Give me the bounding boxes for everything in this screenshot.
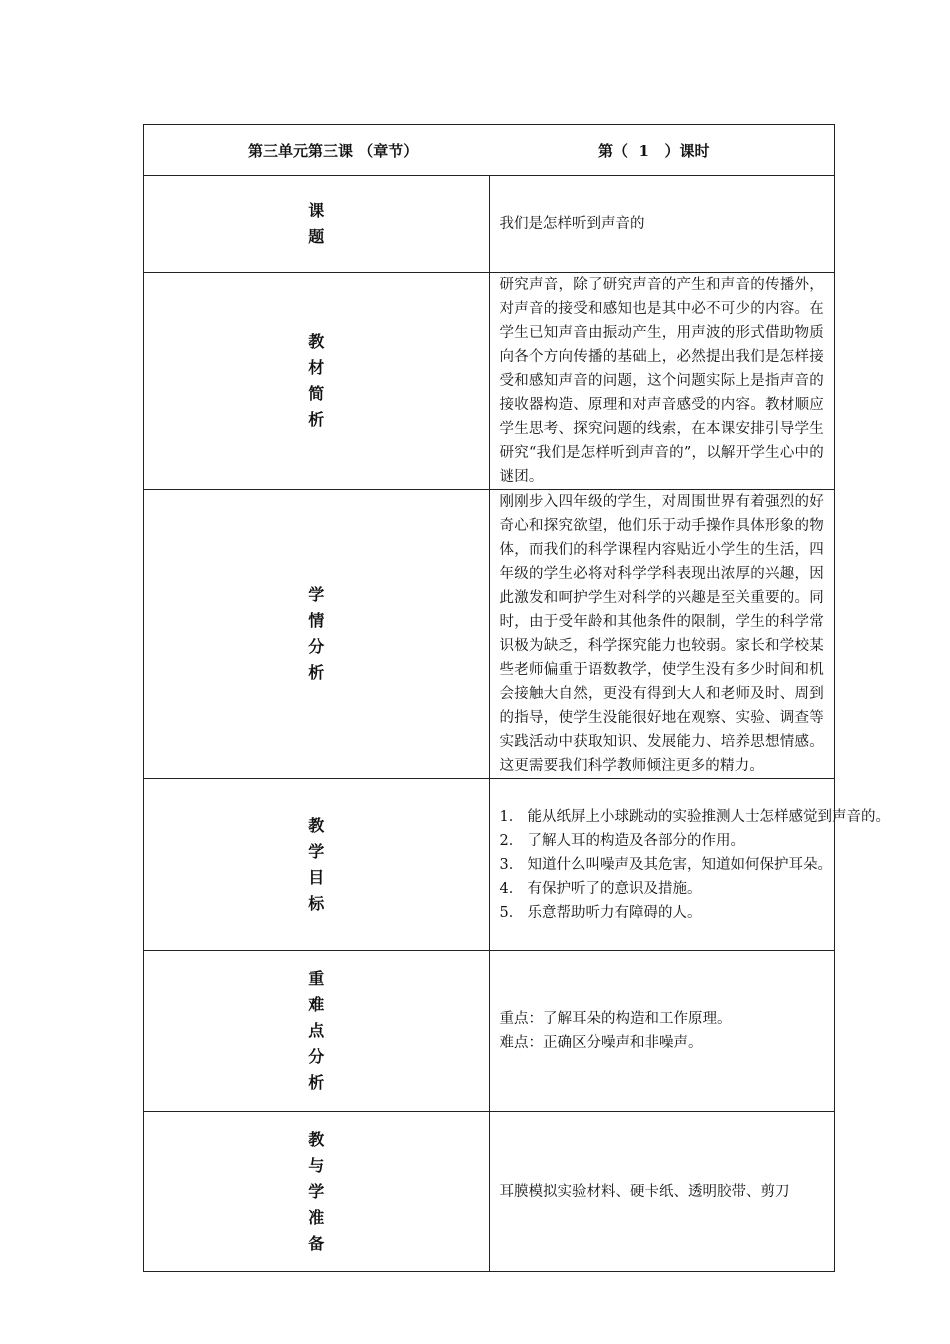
material-text: 研究声音，除了研究声音的产生和声音的传播外，对声音的接受和感知也是其中必不可少的内容。在学生已知声音由振动产生，用声波的形式借助物质向各个方向传播的基础上，必然提出我们是怎样接受和感知声音的问题，这个问题实际上是指声音的接收器构造、原理和对声音感受的内容。教材顺应学生思考、探究问题的线索，在本课安排引导学生研究“我们是怎样听到声音的”，以解开学生心中的谜团。 <box>499 277 824 485</box>
material-label: 教材简析 <box>308 332 325 429</box>
topic-label: 课题 <box>308 201 325 246</box>
prep-label: 教与学准备 <box>308 1129 325 1253</box>
goals-content-cell <box>489 779 890 951</box>
material-row <box>144 273 835 490</box>
keypoints-row <box>144 951 835 1112</box>
goals-label: 教学目标 <box>308 815 325 913</box>
goal-text: 有保护听了的意识及措施。 <box>527 880 702 897</box>
topic-label-cell <box>144 176 490 273</box>
material-content-cell <box>489 273 835 490</box>
students-row <box>144 490 835 779</box>
keypoints-label: 重难点分析 <box>308 969 325 1092</box>
goals-row <box>144 779 835 951</box>
header-cell <box>144 125 835 176</box>
topic-content-cell <box>489 176 835 273</box>
goal-text: 能从纸屏上小球跳动的实验推测人士怎样感觉到声音的。 <box>527 808 890 825</box>
keypoints-content-cell <box>489 951 835 1112</box>
goals-label-cell <box>144 779 490 951</box>
material-label-cell <box>144 273 490 490</box>
list-item <box>500 877 825 901</box>
goal-number: 1． <box>499 808 524 825</box>
goal-number: 4． <box>499 880 524 897</box>
prep-label-cell <box>144 1112 490 1272</box>
prep-content-cell <box>489 1112 835 1272</box>
goal-text: 了解人耳的构造及各部分的作用。 <box>527 832 745 849</box>
goal-text: 乐意帮助听力有障碍的人。 <box>527 904 702 921</box>
topic-text: 我们是怎样听到声音的 <box>499 216 645 232</box>
students-label: 学情分析 <box>308 585 325 682</box>
goals-list <box>499 805 890 925</box>
prep-text: 耳膜模拟实验材料、硬卡纸、透明胶带、剪刀 <box>499 1183 790 1200</box>
period-number: 第（ 1 ）课时 <box>598 142 710 160</box>
keypoints-label-cell <box>144 951 490 1112</box>
list-item <box>499 805 890 829</box>
list-item <box>500 901 825 925</box>
goal-number: 5． <box>499 904 524 921</box>
header-row <box>144 125 835 176</box>
difficult-point-line: 难点：正确区分噪声和非噪声。 <box>499 1035 703 1051</box>
students-content-cell <box>489 490 835 779</box>
prep-row <box>144 1112 835 1272</box>
topic-row <box>144 176 835 273</box>
lesson-plan-table <box>143 124 890 1272</box>
students-label-cell <box>144 490 490 779</box>
list-item <box>499 853 832 877</box>
students-text: 刚刚步入四年级的学生，对周围世界有着强烈的好奇心和探究欲望，他们乐于动手操作具体形象的物体，而我们的科学课程内容贴近小学生的生活，四年级的学生必将对科学学科表现出浓厚的兴趣，因此激发和呵护学生对科学的兴趣是至关重要的。同时，由于受年龄和其他条件的限制，学生的科学常识极为缺乏，科学探究能力也较弱。家长和学校某些老师偏重于语数教学，使学生没有多少时间和机会接触大自然，更没有得到大人和老师及时、周到的指导，使学生没能很好地在观察、实验、调查等实践活动中获取知识、发展能力、培养思想情感。这更需要我们科学教师倾注更多的精力。 <box>499 494 824 774</box>
list-item <box>500 829 825 853</box>
unit-lesson-title: 第三单元第三课 （章节） <box>248 142 419 160</box>
goal-number: 2． <box>499 832 524 849</box>
goal-text: 知道什么叫噪声及其危害，知道如何保护耳朵。 <box>527 856 832 873</box>
goal-number: 3． <box>499 856 524 873</box>
key-point-line: 重点：了解耳朵的构造和工作原理。 <box>499 1011 732 1027</box>
